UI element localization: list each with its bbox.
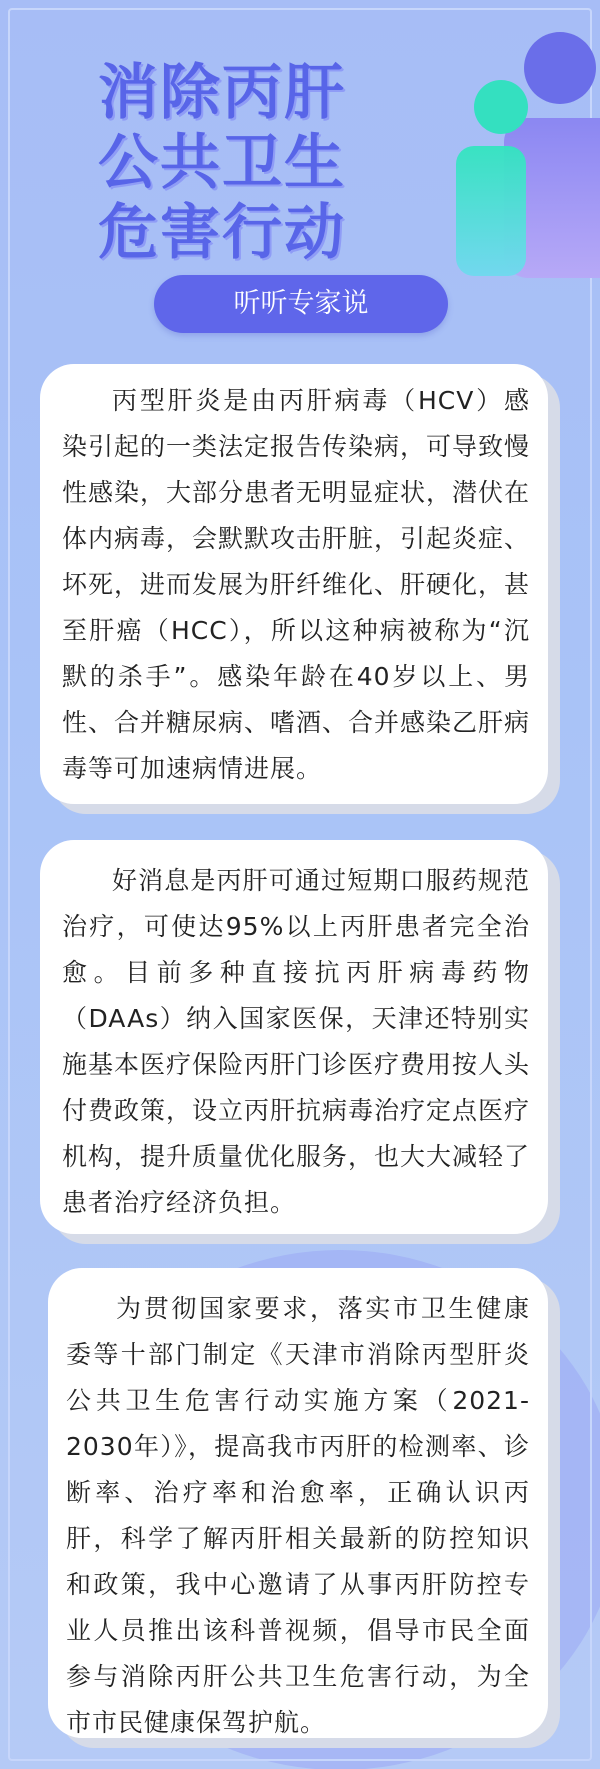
title-line-2: 公共卫生 xyxy=(98,128,346,198)
expert-talk-badge: 听听专家说 xyxy=(154,275,448,333)
figure-body-small xyxy=(456,146,526,276)
info-card-action-plan xyxy=(48,1268,548,1738)
card-text: 为贯彻国家要求，落实市卫生健康委等十部门制定《天津市消除丙型肝炎公共卫生危害行动实施方案（2021-2030年）》，提高我市丙肝的检测率、诊断率、治疗率和治愈率，正确认识丙肝，科学了解丙肝相关最新的防控知识和政策，我中心邀请了从事丙肝防控专业人员推出该科普视频，倡导市民全面参与消除丙肝公共卫生危害行动，为全市市民健康保驾护航。 xyxy=(66,1294,530,1737)
title-line-1: 消除丙肝 xyxy=(98,58,346,128)
page-title xyxy=(98,58,358,268)
card-text: 好消息是丙肝可通过短期口服药规范治疗，可使达95%以上丙肝患者完全治愈。目前多种直接抗丙肝病毒药物（DAAs）纳入国家医保，天津还特别实施基本医疗保险丙肝门诊医疗费用按人头付费政策，设立丙肝抗病毒治疗定点医疗机构，提升质量优化服务，也大大减轻了患者治疗经济负担。 xyxy=(62,866,531,1217)
figure-head-large xyxy=(524,32,596,104)
title-line-3: 危害行动 xyxy=(98,198,346,268)
figure-head-small xyxy=(474,80,528,134)
card-text: 丙型肝炎是由丙肝病毒（HCV）感染引起的一类法定报告传染病，可导致慢性感染，大部分患者无明显症状，潜伏在体内病毒，会默默攻击肝脏，引起炎症、坏死，进而发展为肝纤维化、肝硬化，甚至肝癌（HCC），所以这种病被称为“沉默的杀手”。感染年龄在40岁以上、男性、合并糖尿病、嗜酒、合并感染乙肝病毒等可加速病情进展。 xyxy=(62,386,531,783)
info-card-treatment xyxy=(40,840,548,1234)
info-card-hcv-intro xyxy=(40,364,548,804)
